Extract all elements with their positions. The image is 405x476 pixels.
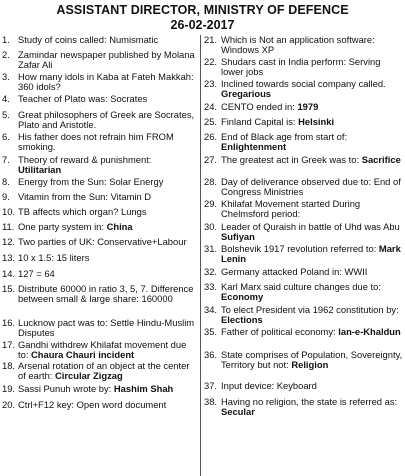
question-text (221, 350, 404, 371)
question-text (18, 361, 197, 382)
question-text (221, 177, 404, 198)
question-text (18, 269, 197, 279)
question-number: 13. (2, 252, 16, 263)
question-number: 36. (204, 349, 218, 360)
question-number: 35. (204, 326, 218, 337)
question-text (221, 117, 404, 127)
question-number: 28. (204, 176, 218, 187)
question-number: 30. (204, 221, 218, 232)
question-body: Study of coins called: Numismatic (18, 34, 159, 45)
question-text (18, 318, 197, 339)
question-body: Khilafat Movement started During Chelmsford period: (221, 198, 361, 220)
question-text (221, 222, 404, 243)
question-text (221, 282, 404, 303)
question-number: 33. (204, 281, 218, 292)
question-body: Finland Capital is: (221, 116, 299, 127)
question-number: 22. (204, 56, 218, 67)
answer-highlight: Elections (221, 314, 263, 326)
question-number: 34. (204, 304, 218, 315)
question-number: 37. (204, 380, 218, 391)
answer-highlight: Religion (291, 359, 329, 371)
question-text (221, 244, 404, 265)
question-number: 9. (2, 191, 10, 202)
question-body: Karl Marx said culture changes due to: (221, 281, 381, 292)
question-text (221, 102, 404, 112)
answer-highlight: Utilitarian (18, 164, 62, 176)
question-text (18, 222, 197, 232)
question-body: Input device: Keyboard (221, 380, 317, 391)
question-body: Zamindar newspaper published by Molana Zafar Ali (18, 49, 195, 71)
question-text (18, 207, 197, 217)
answer-highlight: Hashim Shah (113, 383, 174, 394)
question-number: 3. (2, 71, 10, 82)
question-text (18, 177, 197, 187)
question-body: End of Black age from start of: (221, 131, 348, 142)
question-body: Bolshevik 1917 revolution referred to: (221, 243, 379, 254)
question-text (221, 155, 404, 165)
question-body: 10 x 1.5: 15 liters (18, 252, 90, 263)
question-text (18, 132, 197, 153)
question-number: 21. (204, 34, 218, 45)
answer-highlight: Enlightenment (221, 141, 287, 153)
question-body: Which is Not an application software: Windows XP (221, 34, 375, 56)
question-body: Great philosophers of Greek are Socrates, Plato and Aristotle. (18, 109, 195, 131)
question-body: Ctrl+F12 key: Open word document (18, 399, 167, 410)
question-number: 27. (204, 154, 218, 165)
question-body: Lucknow pact was to: Settle Hindu-Muslim Disputes (18, 317, 195, 339)
question-text (18, 237, 197, 247)
question-number: 15. (2, 283, 16, 294)
answer-highlight: Secular (221, 406, 255, 418)
question-number: 10. (2, 206, 16, 217)
question-number: 24. (204, 101, 218, 112)
question-text (221, 327, 404, 337)
question-text (18, 253, 197, 263)
answer-highlight: Gregarious (221, 88, 272, 100)
question-body: Leader of Quraish in battle of Uhd was Abu (221, 221, 400, 232)
question-body: Vitamin from the Sun: Vitamin D (18, 191, 152, 202)
answer-highlight: Chaura Chauri incident (31, 349, 135, 361)
question-number: 38. (204, 396, 218, 407)
question-body: State comprises of Population, Sovereignty, Territory but not: (221, 349, 403, 371)
question-text (221, 267, 404, 277)
question-text (18, 284, 197, 305)
question-number: 25. (204, 116, 218, 127)
question-body: Germany attacked Poland in: WWII (221, 266, 368, 277)
question-number: 16. (2, 317, 16, 328)
question-number: 8. (2, 176, 10, 187)
question-number: 23. (204, 78, 218, 89)
question-number: 29. (204, 198, 218, 209)
question-body: Gandhi withdrew Khilafat movement due to: (18, 339, 187, 361)
question-number: 4. (2, 93, 10, 104)
answer-highlight: Sacrifice (361, 154, 401, 165)
question-text (18, 35, 197, 45)
question-number: 18. (2, 360, 16, 371)
question-text (18, 340, 197, 361)
question-body: Teacher of Plato was: Socrates (18, 93, 148, 104)
question-body: Shudars cast in India perform: Serving lower jobs (221, 56, 381, 78)
question-body: How many idols in Kaba at Fateh Makkah: 360 idols? (18, 71, 194, 93)
question-text (221, 381, 404, 391)
question-text (221, 132, 404, 153)
question-body: Energy from the Sun: Solar Energy (18, 176, 164, 187)
question-number: 1. (2, 34, 10, 45)
answer-highlight: 1979 (297, 101, 319, 112)
question-text (18, 94, 197, 104)
question-number: 26. (204, 131, 218, 142)
question-number: 17. (2, 339, 16, 350)
question-body: Distribute 60000 in ratio 3, 5, 7. Difference between small & large share: 160000 (18, 283, 194, 305)
question-number: 5. (2, 109, 10, 120)
question-text (18, 110, 197, 131)
question-number: 12. (2, 236, 16, 247)
question-text (18, 400, 197, 410)
question-body: Sassi Punuh wrote by: (18, 383, 114, 394)
question-body: Theory of reward & punishment: (18, 154, 152, 165)
question-text (221, 397, 404, 418)
question-body: Two parties of UK: Conservative+Labour (18, 236, 187, 247)
answer-highlight: Circular Zigzag (55, 370, 123, 382)
question-number: 20. (2, 399, 16, 410)
question-number: 19. (2, 383, 16, 394)
question-body: The greatest act in Greek was to: (221, 154, 362, 165)
question-number: 6. (2, 131, 10, 142)
answer-highlight: China (106, 221, 133, 232)
question-number: 7. (2, 154, 10, 165)
question-text (221, 305, 404, 326)
question-body: One party system in: (18, 221, 107, 232)
question-body: Day of deliverance observed due to: End of Congress Ministries (221, 176, 401, 198)
question-body: 127 = 64 (18, 268, 55, 279)
answer-highlight: Sufiyan (221, 231, 255, 243)
document-title: ASSISTANT DIRECTOR, MINISTRY OF DEFENCE (56, 3, 349, 17)
question-text (221, 35, 404, 56)
question-body: Having no religion, the state is referred as: (221, 396, 398, 407)
question-body: Father of political economy: (221, 326, 339, 337)
question-body: To elect President via 1962 constitution by: (221, 304, 399, 315)
question-text (18, 50, 197, 71)
question-number: 31. (204, 243, 218, 254)
answer-highlight: Economy (221, 291, 264, 303)
answer-highlight: Ian-e-Khaldun (338, 326, 401, 337)
document-date: 26-02-2017 (170, 18, 235, 32)
answer-highlight: Helsinki (298, 116, 335, 127)
question-text (18, 384, 197, 394)
question-body: TB affects which organ? Lungs (18, 206, 147, 217)
question-number: 14. (2, 268, 16, 279)
question-text (18, 192, 197, 202)
question-text (18, 155, 197, 176)
question-body: Inclined towards social company called. (221, 78, 386, 89)
document-header (0, 0, 405, 32)
question-body: His father does not refrain him FROM smoking. (18, 131, 174, 153)
question-text (221, 57, 404, 78)
question-body: CENTO ended in: (221, 101, 298, 112)
question-body: Arsenal rotation of an object at the center of earth: (18, 360, 190, 382)
question-columns (0, 35, 405, 476)
question-text (18, 72, 197, 93)
question-number: 11. (2, 221, 15, 232)
column-divider (200, 35, 201, 476)
question-text (221, 79, 404, 100)
answer-highlight: Mark Lenin (221, 243, 401, 265)
question-number: 2. (2, 49, 10, 60)
question-text (221, 199, 404, 220)
question-number: 32. (204, 266, 218, 277)
